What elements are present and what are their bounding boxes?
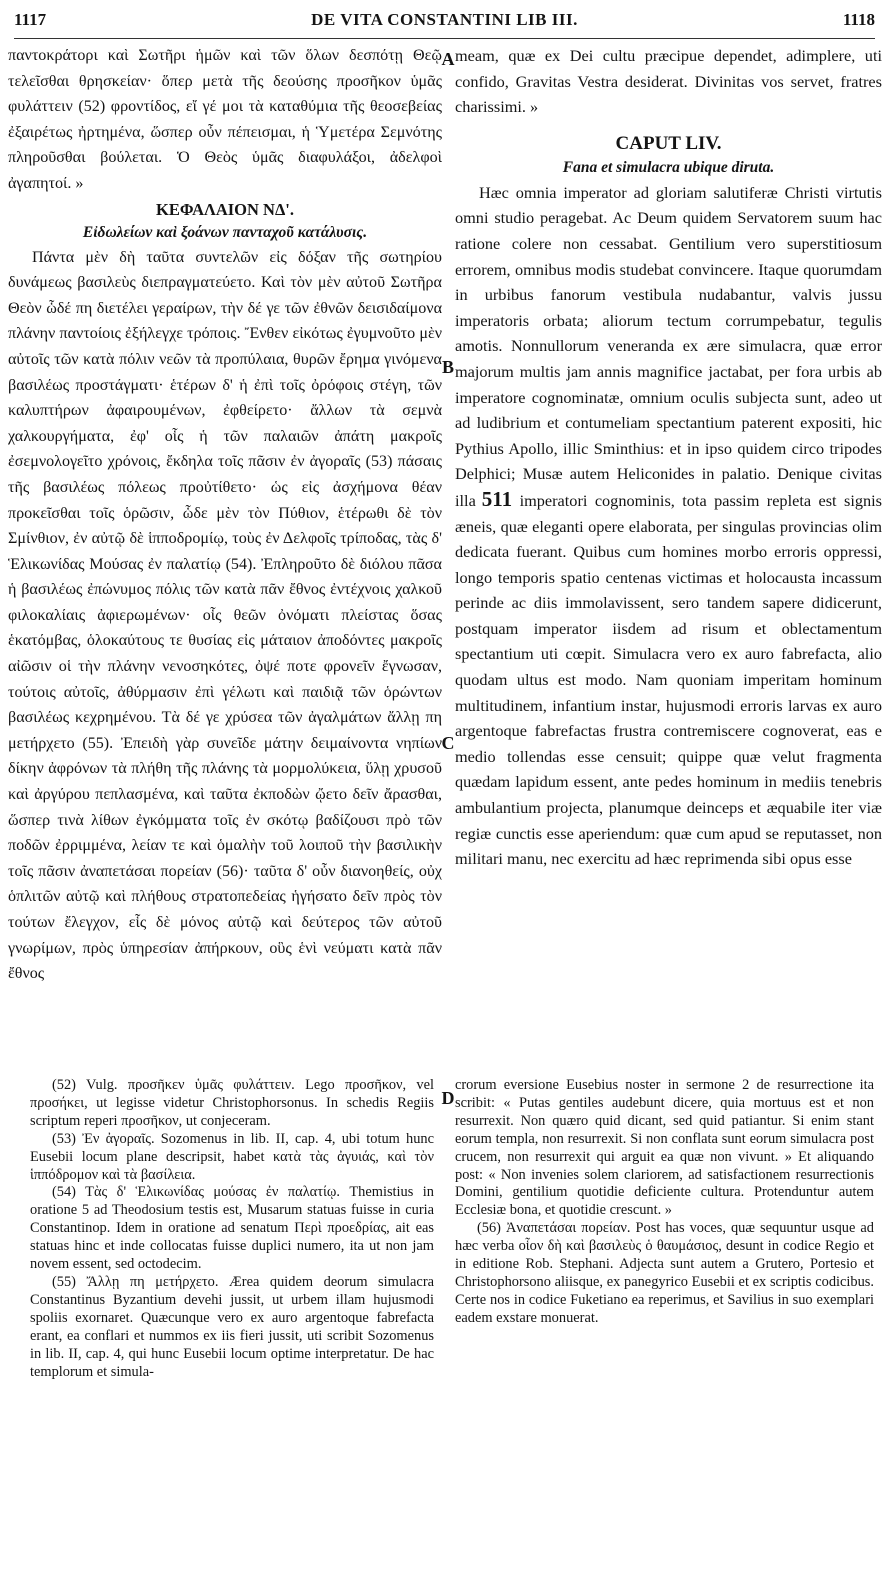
footnote-54: (54) Τὰς δ' Ἑλικωνίδας μούσας ἐν παλατίῳ. Themistius in oratione 5 ad Theodosium testis est, Musarum statuas fuisse in curia Constantinop. Idem in oratione ad senatum Περὶ προεδρίας, ait eas statuas hinc et inde collocatas fuisse duplici numero, ita ut non jam novem essent, sed octodecim. bbox=[30, 1184, 434, 1273]
latin-column-number: 511 bbox=[481, 486, 513, 511]
footnote-53: (53) Ἐν ἀγοραῖς. Sozomenus in lib. II, cap. 4, ubi totum hunc Eusebii locum plane descripsit, habet κατὰ τὰς ἀγυιάς, καὶ τὸν ἱππόδρομον καὶ τὰ βασίλεια. bbox=[30, 1130, 434, 1183]
right-column-number: 1118 bbox=[842, 10, 875, 29]
footnote-55: (55) Ἄλλῃ πη μετήρχετο. Ærea quidem deorum simulacra Constantinus Byzantium devehi jussit, ut urbem illam hujusmodi spoliis exornaret. Quæcunque vero ex auro argentoque fabrefacta erant, ea conflari et nummos ex iis fieri jussit, uti scribit Sozomenus in lib. II, cap. 4, qui hunc Eusebii locum optime interpretatur. De hac templorum et simula- bbox=[30, 1273, 434, 1380]
greek-intro: παντοκράτορι καὶ Σωτῆρι ἡμῶν καὶ τῶν ὅλων δεσπότῃ Θεῷ τελεῖσθαι θρησκείαν· ὅπερ μετὰ τῆς δεούσης προσῆκον ὑμᾶς φυλάττειν (52) φροντίδος, εἴ γέ μοι τὰ καταθύμια τῆς θεοσεβείας ἐξαιρέτως ἠρτημένα, ὥσπερ οὖν πέπεισμαι, ἡ Ὑμετέρα Σεμνότης πληροῦσθαι βούλεται. Ὁ Θεὸς ὑμᾶς διαφυλάξοι, ἀδελφοὶ ἀγαπητοί. » bbox=[8, 47, 442, 192]
greek-body: Πάντα μὲν δὴ ταῦτα συντελῶν εἰς δόξαν τῆς σωτηρίου δυνάμεως βασιλεὺς διεπραγματεύετο. Καὶ τὸν μὲν αὐτοῦ Σωτῆρα Θεὸν ὧδέ πη διετέλει γεραίρων, τὴν δέ γε τῶν ἐθνῶν δεισιδαίμονα πλάνην παντοίοις ἐξήλεγχε τρόποις. Ἔνθεν εἰκότως ἐγυμνοῦτο μὲν αὐτοῖς τῶν κατὰ πόλιν νεῶν τὰ προπύλαια, θυρῶν ἔρημα γινόμενα βασιλέως προστάγματι· ἑτέρων δ' ἡ ἐπὶ τοῖς ὀρόφοις στέγη, τῶν καλυπτήρων ἀφαιρουμένων, ἐφθείρετο· ἄλλων τὰ σεμνὰ χαλκουργήματα, ἐφ' οἷς ἡ τῶν παλαιῶν ἀπάτη μακροῖς ἐσεμνολογεῖτο χρόνοις, ἔκδηλα τοῖς πᾶσιν ἐν ἀγοραῖς (53) πάσαις τῆς βασιλέως πόλεως προὐτίθετο· ὡς εἰς ἀσχήμονα θέαν προκεῖσθαι τοῖς ὁρῶσιν, ὧδε μὲν τὸν Πύθιον, ἑτέρωθι δὲ τὸν Σμίνθιον, ἐν αὐτῷ δὲ ἱπποδρομίῳ, τοὺς ἐν Δελφοῖς τρίποδας, τὰς δ' Ἑλικωνίδας Μούσας ἐν παλατίῳ (54). Ἐπληροῦτο δὲ διόλου πᾶσα ἡ βασιλέως ἐπώνυμος πόλις τῶν κατὰ πᾶν ἔθνος ἐντέχνοις χαλκοῦ φιλοκαλίαις ἀφιερωμένων· οἷς θεῶν ὀνόματι πλείστας ὅσας ἑκατόμβας, ὁλοκαύτους τε θυσίας εἰς μάταιον ἀποδόντες μακροῖς αἰῶσιν οἱ τὴν πλάνην νενοσηκότες, ὀψέ ποτε φρονεῖν ἔγνωσαν, τούτοις αὐτοῖς, ἀθύρμασιν ἐπὶ γέλωτι καὶ παιδιᾷ τῶν ὁρώντων βασιλέως κεχρημένου. Τὰ δέ γε χρύσεα τῶν ἀγαλμάτων ἄλλῃ πη μετήρχετο (55). Ἐπειδὴ γὰρ συνεῖδε μάτην δειμαίνοντα νηπίων δίκην ἀφρόνων τὰ πλήθη τῆς πλάνης τὰ μορμολύκεια, ὕλῃ χρυσοῦ καὶ ἀργύρου πεπλασμένα, καὶ ταῦτα ἐκποδὼν ᾤετο δεῖν ἄρασθαι, ὥσπερ τινὰ λίθων ἐγκόμματα τοῖς ἐν σκότῳ βαδίζουσι πρὸ τῶν ποδῶν ἐρριμμένα, λείαν τε καὶ ὁμαλὴν τοῦ λοιποῦ τὴν βασιλικὴν τοῖς πᾶσιν ἀναπετάσαι πορείαν (56)· ταῦτα δ' οὖν διανοηθείς, οὐχ ὁπλιτῶν αὐτῷ καὶ πλήθους στρατοπεδείας ἡγήσατο δεῖν πρὸς τὸν τούτων ἔλεγχον, εἷς δὲ μόνος αὐτῷ καὶ δεύτερος τῶν αὐτοῦ γνωρίμων, πρὸς ὑπηρεσίαν ἀπήρκουν, οὓς ἑνὶ νεύματι κατὰ πᾶν ἔθνος bbox=[8, 248, 442, 983]
footnote-52: (52) Vulg. προσῆκεν ὑμᾶς φυλάττειν. Lego προσῆκον, vel προσήκει, ut legisse videtur Christophorsonus. In schedis Regiis scriptum reperi προσῆκον, ut conjeceram. bbox=[30, 1077, 434, 1129]
latin-body-part2: imperatori cognominis, tota passim repleta est signis æneis, quæ eleganti opere elaborata, per singulas provincias olim dedicata fuerant. Quibus cum homines morbo erroris oppressi, longo temporis spatio centenas victimas et holocausta incassum perinde ac diis immolavissent, sero tandem sapere didicerunt, postquam imperator iisdem ad risum et oblectamentum spectantium uti cœpit. Simulacra vero ex auro fabrefacta, alio quodam ultus est modo. Nam quoniam imperitam hominum multitudinem, infantium instar, hujusmodi erroris larvas ex auro argentoque fabrefactas frustra contremiscere cognoverat, eas e medio tollendas esse censuit; quippe quæ velut fragmenta quædam lapidum essent, ante pedes hominum in mediis tenebris ambulantium projecta, planumque deinceps et æquabile iter viæ regiæ cunctis esse aperiendum: quæ cum apud se reputasset, non militari manu, nec exercitu ad hæc reprimenda sibi opus esse bbox=[455, 490, 883, 869]
greek-column bbox=[8, 43, 442, 987]
latin-chapter-heading: CAPUT LIV. bbox=[615, 132, 722, 154]
latin-body bbox=[455, 180, 882, 872]
running-title: DE VITA CONSTANTINI LIB III. bbox=[311, 10, 578, 29]
latin-column bbox=[455, 43, 882, 872]
footnote-56: (56) Ἀναπετάσαι πορείαν. Post has voces, quæ sequuntur usque ad hæc verba οἷον δὴ καὶ βασιλεὺς ὁ θαυμάσιος, desunt in codice Regio et in editione Rob. Stephani. Adjecta sunt autem a Grutero, Portesio et Christophorsono aliisque, ex panegyrico Eusebii et ex scriptis codicibus. Certe nos in codice Fuketiano ea reperimus, et Savilius in suo exemplari eadem exstare monuerat. bbox=[455, 1220, 874, 1326]
running-header bbox=[14, 4, 875, 36]
greek-chapter-heading: ΚΕΦΑΛΑΙΟΝ ΝΔ'. bbox=[155, 199, 294, 219]
header-rule bbox=[14, 38, 875, 39]
latin-chapter-subheading: Fana et simulacra ubique diruta. bbox=[562, 158, 775, 176]
margin-marker-a: A bbox=[441, 49, 455, 69]
greek-chapter-subheading: Εἰδωλείων καὶ ξοάνων πανταχοῦ κατάλυσις. bbox=[82, 223, 368, 241]
footnotes-right bbox=[455, 1077, 874, 1328]
margin-marker-c: C bbox=[441, 733, 455, 753]
margin-marker-d: D bbox=[441, 1088, 455, 1108]
footnote-55-continued: crorum eversione Eusebius noster in sermone 2 de resurrectione ita scribit: « Putas gentiles audebunt dicere, quia mortuus est et non resurrexit. Non quæro quid dicant, sed quid patiantur. Si enim stant eorum templa, non resurrexit. Si non conflata sunt eorum simulacra post crucem, non resurrexit qui arguit ea quæ non vivunt. » Et aliquando post: « Non invenies solem clariorem, ad satisfactionem resurrectionis Domini, gentilium quotidie deficiente cultura. Protenduntur autem Ecclesiæ bona, et quotidie crescunt. » bbox=[455, 1077, 874, 1219]
latin-body-part1: Hæc omnia imperator ad gloriam salutiferæ Christi virtutis omni studio peragebat. Ac Deum quidem Servatorem suum hac ratione colere non cessabat. Gentilium vero superstitiosum errorem, omnibus modis studebat convincere. Itaque quorumdam in urbibus fanorum vestibula nudabantur, valvis jussu imperatoris orbata; aliorum tectum corrumpebatur, tegulis amotis. Nonnullorum veneranda ex ære simulacra, quæ error majorum multis jam annis magnifice jactabat, per fora urbis ab imperatore cognominatæ, omnium oculis subjecta sunt, adeo ut ad ludibrium et contumeliam spectantium paterent expositi, hic Pythius Apollo, illic Sminthius: et in ipso quidem circo tripodes Delphici; Musæ autem Heliconides in palatio. Denique civitas illa bbox=[455, 182, 882, 510]
margin-marker-b: B bbox=[441, 357, 454, 377]
left-column-number: 1117 bbox=[14, 10, 47, 29]
latin-intro: meam, quæ ex Dei cultu præcipue dependet, adimplere, uti confido, Gravitas Vestra desiderat. Divinitas vos servet, fratres charissimi. » bbox=[455, 46, 882, 117]
footnotes-left bbox=[30, 1077, 434, 1381]
